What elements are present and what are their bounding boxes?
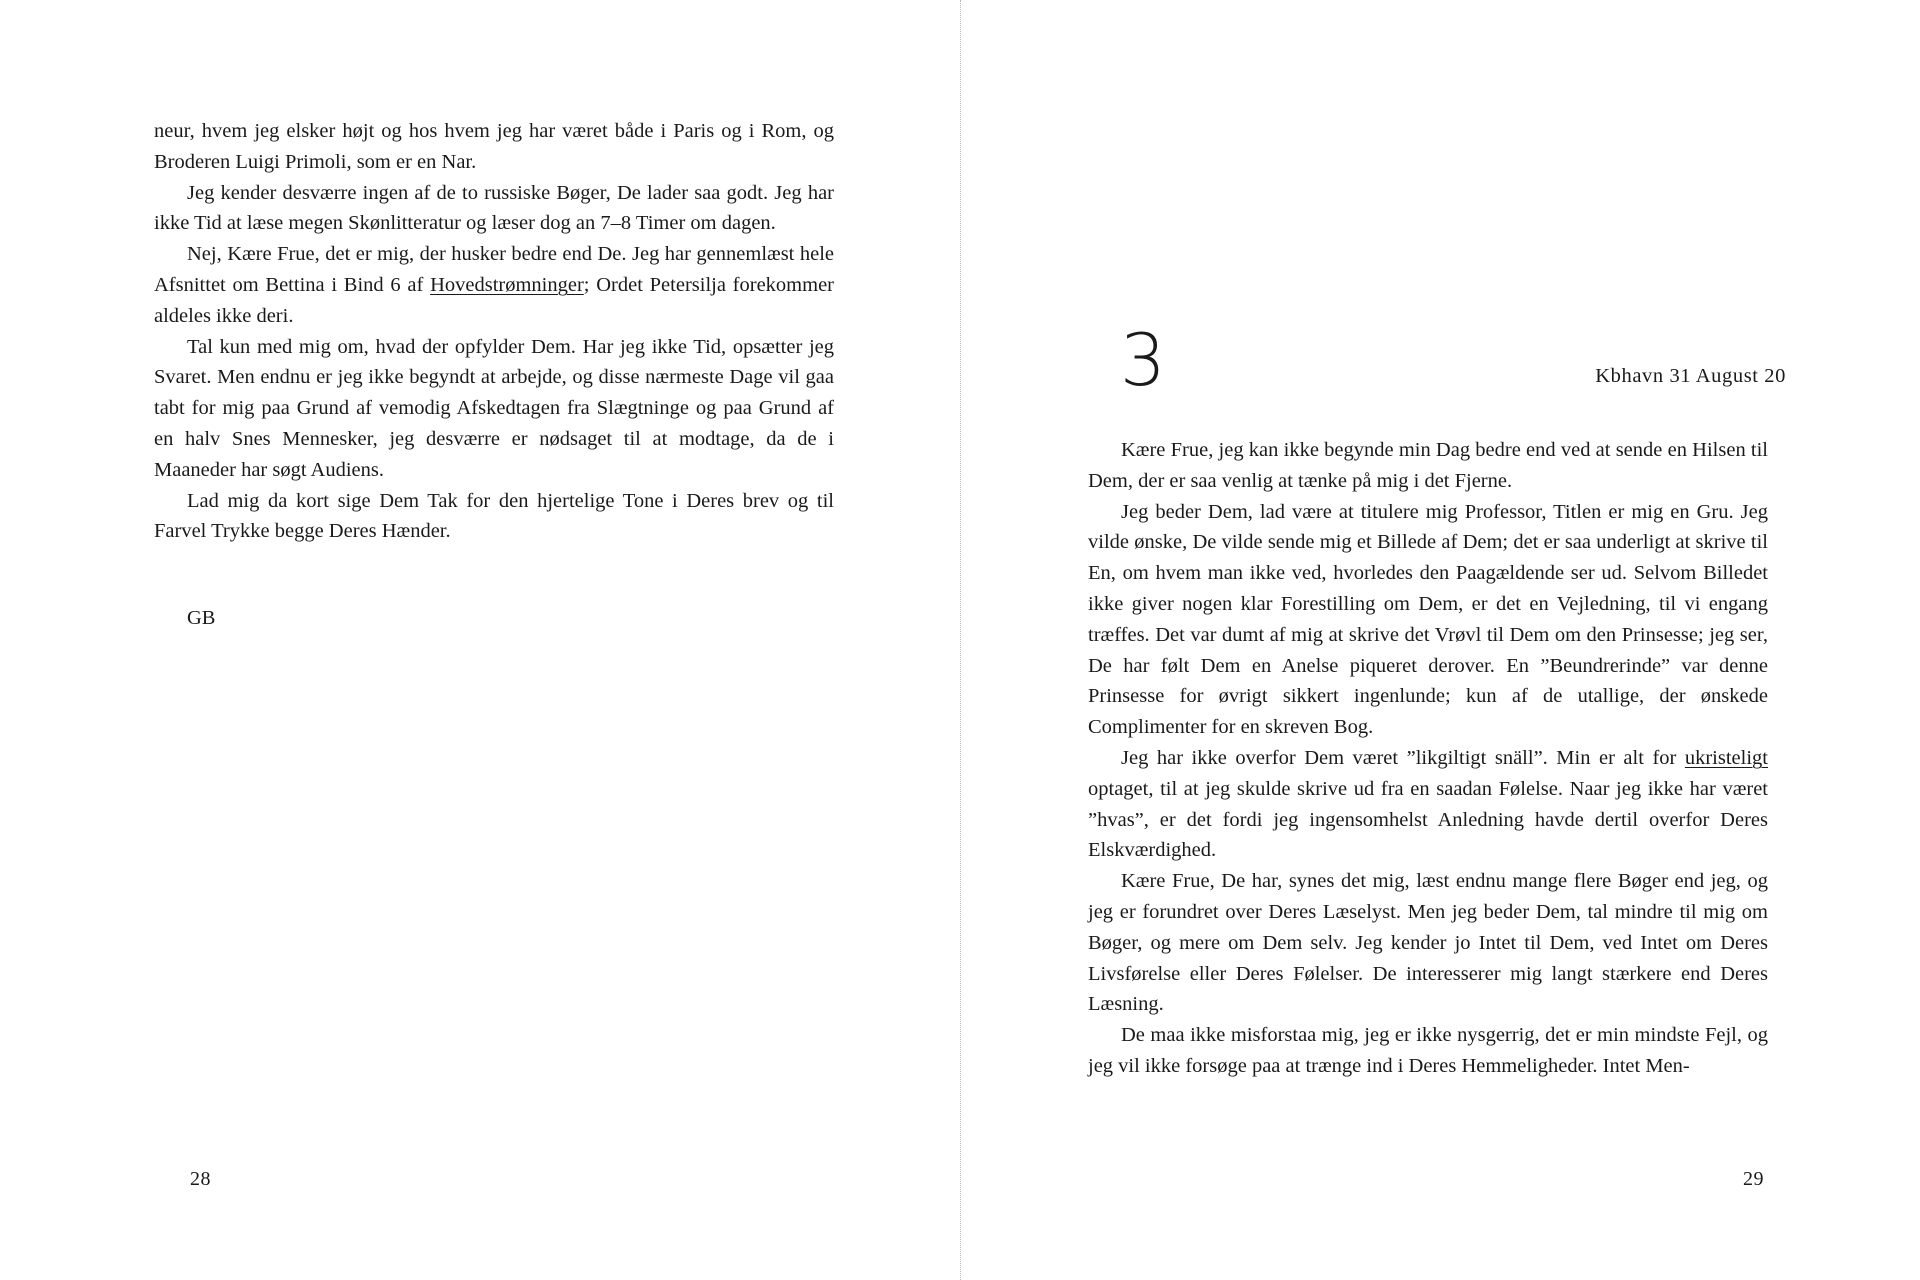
paragraph: Kære Frue, De har, synes det mig, læst endnu mange flere Bøger end jeg, og jeg er forundret over Deres Læselyst. Men jeg beder Dem, tal mindre til mig om Bøger, og mere om Dem selv. Jeg kender jo Intet til Dem, ved Intet om Deres Livsførelse eller Deres Følelser. De interesserer mig langt stærkere end Deres Læsning. <box>1088 870 1768 1016</box>
underlined-title: Hovedstrømninger <box>430 273 584 296</box>
paragraph-text: Nej, Kære Frue, det er mig, der husker bedre end De. Jeg har gennemlæst hele Afsnittet om Bettina i Bind 6 af <box>154 243 834 296</box>
paragraph: Lad mig da kort sige Dem Tak for den hjertelige Tone i Deres brev og til Farvel Trykke begge Deres Hænder. <box>154 489 834 543</box>
paragraph-text: Jeg har ikke overfor Dem været ”likgiltigt snäll”. Min er alt for <box>1121 746 1685 769</box>
paragraph: neur, hvem jeg elsker højt og hos hvem jeg har været både i Paris og i Rom, og Broderen Luigi Primoli, som er en Nar. <box>154 120 834 173</box>
right-page <box>962 0 1920 1280</box>
paragraph: Kære Frue, jeg kan ikke begynde min Dag bedre end ved at sende en Hilsen til Dem, der er saa venlig at tænke på mig i det Fjerne. <box>1088 439 1768 492</box>
paragraph-text: ; Ordet Petersilja forekommer aldeles ikke deri. <box>154 273 834 327</box>
letter-dateline: Kbhavn 31 August 20 <box>1595 365 1786 387</box>
paragraph: Jeg kender desværre ingen af de to russiske Bøger, De lader saa godt. Jeg har ikke Tid at læse megen Skønlitteratur og læser dog an 7–8 Timer om dagen. <box>154 181 834 235</box>
chapter-number: 3 <box>1120 318 1168 402</box>
right-page-text <box>1088 435 1768 1082</box>
paragraph: Tal kun med mig om, hvad der opfylder Dem. Har jeg ikke Tid, opsætter jeg Svaret. Men endnu er jeg ikke begyndt at arbejde, og disse nærmeste Dage vil gaa tabt for mig paa Grund af vemodig Afskedtagen fra Slægtninge og paa Grund af en halv Snes Mennesker, jeg desværre er nødsaget til at modtage, da de i Maaneder har søgt Audiens. <box>154 335 834 481</box>
underlined-word: ukristeligt <box>1684 746 1768 769</box>
paragraph: De maa ikke misforstaa mig, jeg er ikke nysgerrig, det er min mindste Fejl, og jeg vil ikke forsøge paa at trænge ind i Deres Hemmeligheder. Intet Men- <box>1088 1024 1768 1077</box>
paragraph <box>1088 743 1768 866</box>
paragraph <box>154 239 834 331</box>
page-number: 29 <box>1743 1168 1764 1190</box>
signature: GB <box>187 607 216 629</box>
paragraph-text: optaget, til at jeg skulde skrive ud fra en saadan Følelse. Naar jeg ikke har været ”hvas”, er det fordi jeg ingensomhelst Anledning havde dertil overfor Deres Elskværdighed. <box>1088 777 1768 862</box>
page-number: 28 <box>190 1168 211 1190</box>
left-page-text <box>154 116 834 547</box>
paragraph: Jeg beder Dem, lad være at titulere mig Professor, Titlen er mig en Gru. Jeg vilde ønske, De vilde sende mig et Billede af Dem; det er saa underligt at skrive til En, om hvem man ikke ved, hvorledes den Paagældende ser ud. Selvom Billedet ikke giver nogen klar Forestilling om Dem, er det en Vejledning, til vi engang træffes. Det var dumt af mig at skrive det Vrøvl til Dem om den Prinsesse; jeg ser, De har følt Dem en Anelse piqueret derover. En ”Beundrerinde” var denne Prinsesse for øvrigt sikkert ingenlunde; kun af de utallige, der ønskede Complimenter for en skreven Bog. <box>1088 500 1768 739</box>
page-gutter <box>960 0 961 1280</box>
